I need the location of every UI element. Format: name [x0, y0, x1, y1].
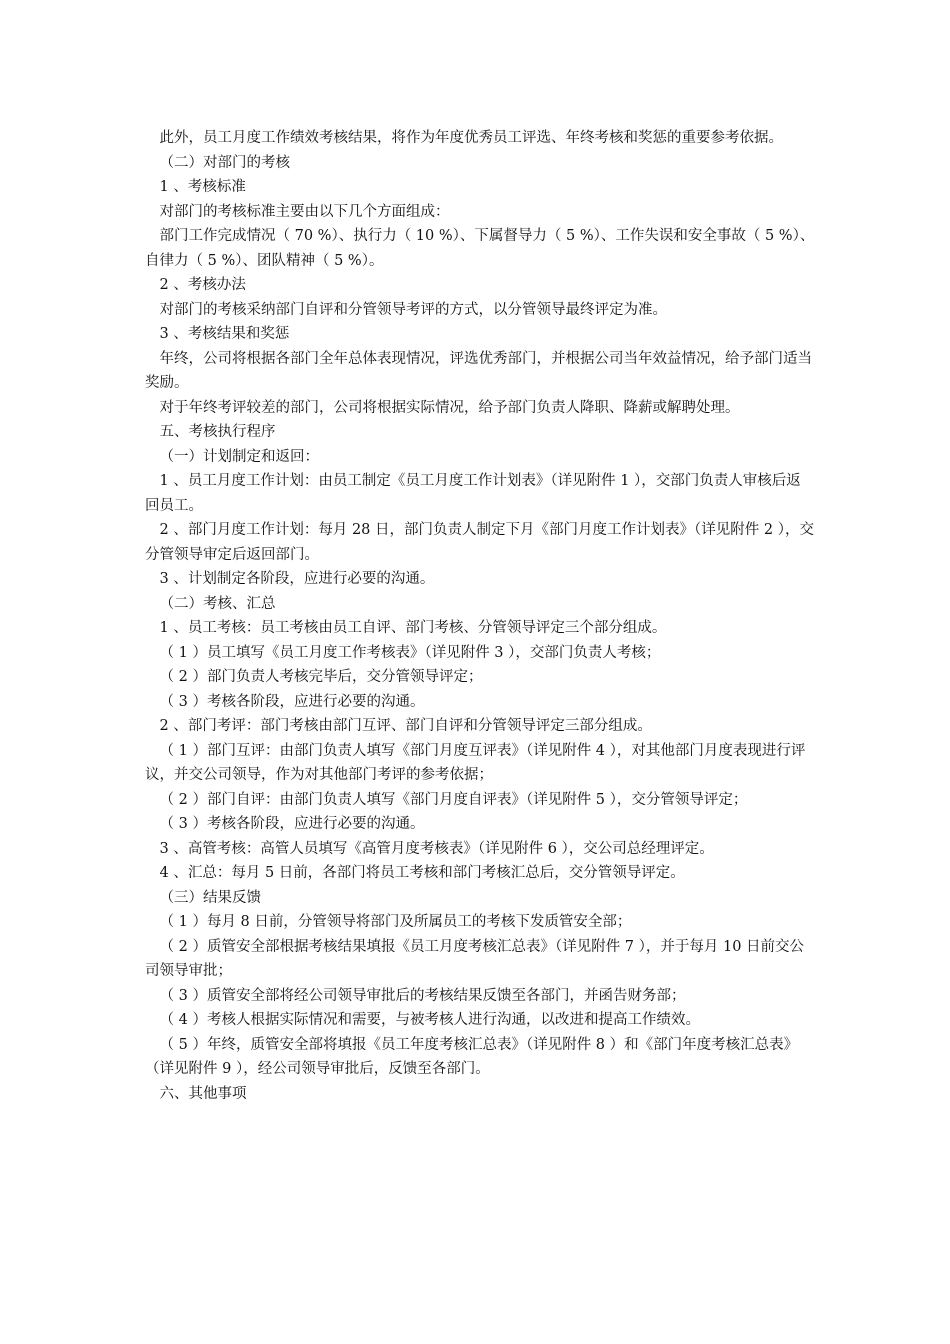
- paragraph: 对部门的考核采纳部门自评和分管领导考评的方式，以分管领导最终评定为准。: [159, 301, 667, 318]
- paragraph: （一）计划制定和返回：: [159, 448, 319, 465]
- paragraph: （ 3 ）考核各阶段，应进行必要的沟通。: [159, 693, 425, 710]
- paragraph: （二）考核、汇总: [159, 595, 276, 612]
- paragraph: 2 、部门考评：部门考核由部门互评、部门自评和分管领导评定三部分组成。: [159, 718, 652, 734]
- paragraph: 2 、考核办法: [159, 277, 246, 293]
- paragraph: 3 、高管考核：高管人员填写《高管月度考核表》（详见附件 6 ），交公司总经理评定。: [159, 840, 714, 857]
- paragraph: 2 、部门月度工作计划：每月 28 日，部门负责人制定下月《部门月度工作计划表》（详见附件 2 ），交分管领导审定后返回部门。: [145, 522, 814, 563]
- document-body: [145, 126, 815, 1106]
- paragraph: （ 3 ）考核各阶段，应进行必要的沟通。: [159, 816, 425, 832]
- paragraph: （二）对部门的考核: [159, 154, 290, 171]
- paragraph: （ 1 ）每月 8 日前，分管领导将部门及所属员工的考核下发质管安全部；: [159, 914, 632, 930]
- paragraph: （ 2 ）质管安全部根据考核结果填报《员工月度考核汇总表》（详见附件 7 ），并于每月 10 日前交公司领导审批；: [145, 938, 805, 979]
- paragraph: 此外，员工月度工作绩效考核结果，将作为年度优秀员工评选、年终考核和奖惩的重要参考依据。: [159, 130, 783, 146]
- paragraph: 4 、汇总：每月 5 日前，各部门将员工考核和部门考核汇总后，交分管领导评定。: [159, 865, 685, 881]
- paragraph: （ 2 ）部门自评：由部门负责人填写《部门月度自评表》（详见附件 5 ），交分管领导评定；: [159, 791, 748, 808]
- paragraph: 部门工作完成情况（ 70 %）、执行力（ 10 %）、下属督导力（ 5 %）、工作失误和安全事故（ 5 %）、自律力（ 5 %）、团队精神（ 5 %）。: [145, 228, 815, 269]
- paragraph: （ 4 ）考核人根据实际情况和需要，与被考核人进行沟通，以改进和提高工作绩效。: [159, 1012, 700, 1028]
- paragraph: （ 1 ）员工填写《员工月度工作考核表》（详见附件 3 ），交部门负责人考核；: [159, 644, 661, 661]
- paragraph: （ 2 ）部门负责人考核完毕后，交分管领导评定；: [159, 669, 483, 685]
- paragraph: 1 、员工考核：员工考核由员工自评、部门考核、分管领导评定三个部分组成。: [159, 620, 667, 636]
- paragraph: （三）结果反馈: [159, 889, 261, 906]
- paragraph: （ 5 ）年终，质管安全部将填报《员工年度考核汇总表》（详见附件 8 ）和《部门年度考核汇总表》（详见附件 9 ），经公司领导审批后，反馈至各部门。: [145, 1036, 799, 1077]
- paragraph: 对部门的考核标准主要由以下几个方面组成：: [159, 203, 450, 220]
- paragraph: （ 3 ）质管安全部将经公司领导审批后的考核结果反馈至各部门，并函告财务部；: [159, 987, 686, 1004]
- paragraph: 1 、员工月度工作计划：由员工制定《员工月度工作计划表》（详见附件 1 ），交部门负责人审核后返回员工。: [145, 473, 801, 514]
- paragraph: 五、考核执行程序: [159, 424, 276, 440]
- paragraph: 1 、考核标准: [159, 179, 246, 195]
- paragraph: 3 、考核结果和奖惩: [159, 326, 290, 342]
- paragraph: 对于年终考评较差的部门，公司将根据实际情况，给予部门负责人降职、降薪或解聘处理。: [159, 399, 740, 416]
- paragraph: 六、其他事项: [159, 1085, 247, 1102]
- paragraph: 3 、计划制定各阶段，应进行必要的沟通。: [159, 571, 435, 587]
- paragraph: 年终，公司将根据各部门全年总体表现情况，评选优秀部门，并根据公司当年效益情况，给予部门适当奖励。: [145, 350, 812, 391]
- paragraph: （ 1 ）部门互评：由部门负责人填写《部门月度互评表》（详见附件 4 ），对其他部门月度表现进行评议，并交公司领导，作为对其他部门考评的参考依据；: [145, 742, 806, 783]
